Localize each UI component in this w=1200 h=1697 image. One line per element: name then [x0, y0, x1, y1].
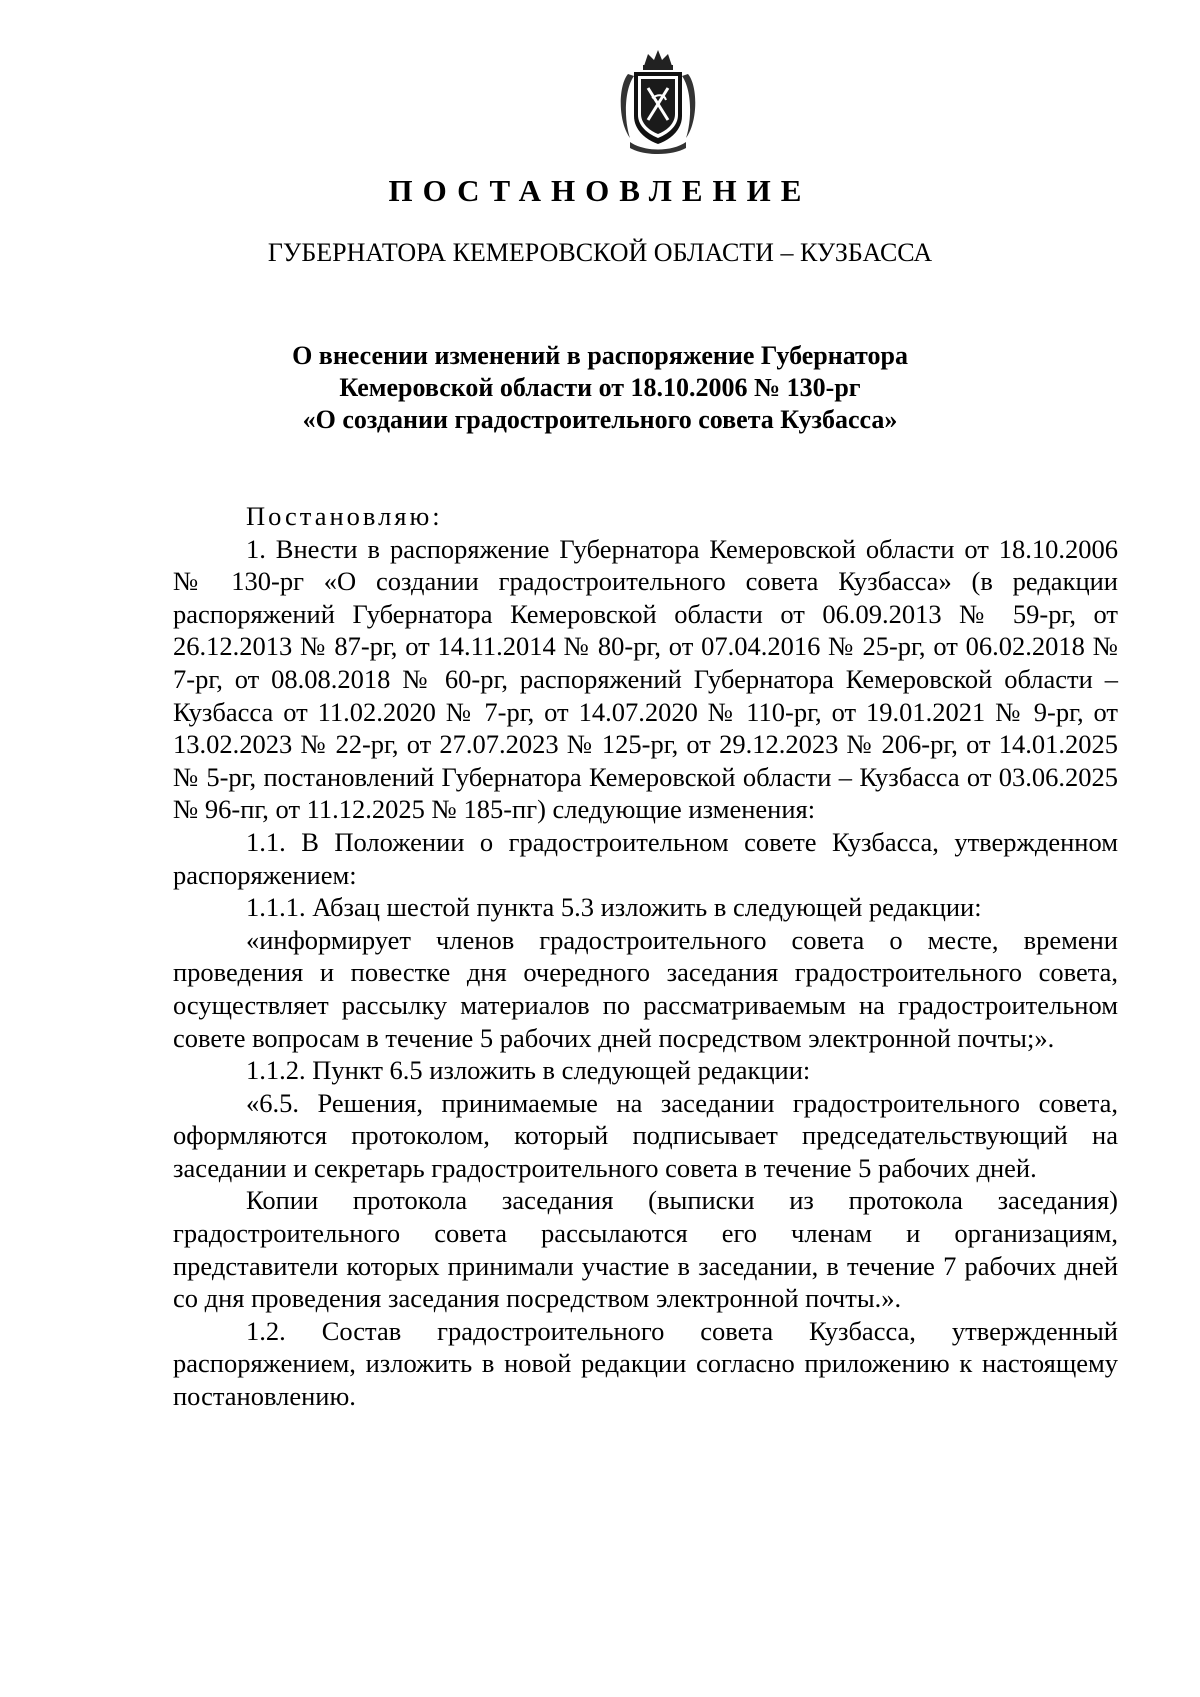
paragraph: 1.1. В Положении о градостроительном совете Кузбасса, утвержденном распоряжением:: [173, 826, 1118, 890]
paragraph: 1. Внести в распоряжение Губернатора Кемеровской области от 18.10.2006 № 130-рг «О создании градостроительного совета Кузбасса» (в редакции распоряжений Губернатора Кемеровской области от 06.09.2013 № 59-рг, от 26.12.2013 № 87-рг, от 14.11.2014 № 80-рг, от 07.04.2016 № 25-рг, от 06.02.2018 № 7-рг, от 08.08.2018 № 60-рг, распоряжений Губернатора Кемеровской области – Кузбасса от 11.02.2020 № 7-рг, от 14.07.2020 № 110-рг, от 19.01.2021 № 9-рг, от 13.02.2023 № 22-рг, от 27.07.2023 № 125-рг, от 29.12.2023 № 206-рг, от 14.01.2025 № 5-рг, постановлений Губернатора Кемеровской области – Кузбасса от 03.06.2025 № 96-пг, от 11.12.2025 № 185-пг) следующие изменения:: [173, 533, 1118, 825]
document-type-heading: ПОСТАНОВЛЕНИЕ: [388, 173, 812, 208]
decree-word: Постановляю:: [246, 501, 443, 531]
paragraph: 1.1.2. Пункт 6.5 изложить в следующей редакции:: [246, 1055, 811, 1086]
paragraph: Копии протокола заседания (выписки из протокола заседания) градостроительного совета рассылаются его членам и организациям, представители которых принимали участие в заседании, в течение 7 рабочих дней со дня проведения заседания посредством электронной почты.».: [173, 1185, 1118, 1314]
document-title: [0, 340, 1200, 436]
title-line: Кемеровской области от 18.10.2006 № 130-рг: [339, 373, 861, 402]
title-line: О внесении изменений в распоряжение Губернатора: [292, 341, 908, 370]
paragraph: 1.1.1. Абзац шестой пункта 5.3 изложить в следующей редакции:: [246, 892, 982, 923]
issuer-heading: ГУБЕРНАТОРА КЕМЕРОВСКОЙ ОБЛАСТИ – КУЗБАССА: [267, 238, 933, 267]
coat-of-arms-icon: [614, 46, 702, 156]
paragraph: 1.2. Состав градостроительного совета Кузбасса, утвержденный распоряжением, изложить в новой редакции согласно приложению к настоящему постановлению.: [173, 1315, 1118, 1412]
title-line: «О создании градостроительного совета Кузбасса»: [302, 405, 898, 434]
paragraph: «6.5. Решения, принимаемые на заседании градостроительного совета, оформляются протоколом, который подписывает председательствующий на заседании и секретарь градостроительного совета в течение 5 рабочих дней.: [173, 1087, 1118, 1183]
document-body: [173, 500, 1118, 1413]
paragraph: «информирует членов градостроительного совета о месте, времени проведения и повестке дня очередного заседания градостроительного совета, осуществляет рассылку материалов по рассматриваемым на градостроительном совете вопросам в течение 5 рабочих дней посредством электронной почты;».: [173, 924, 1118, 1053]
